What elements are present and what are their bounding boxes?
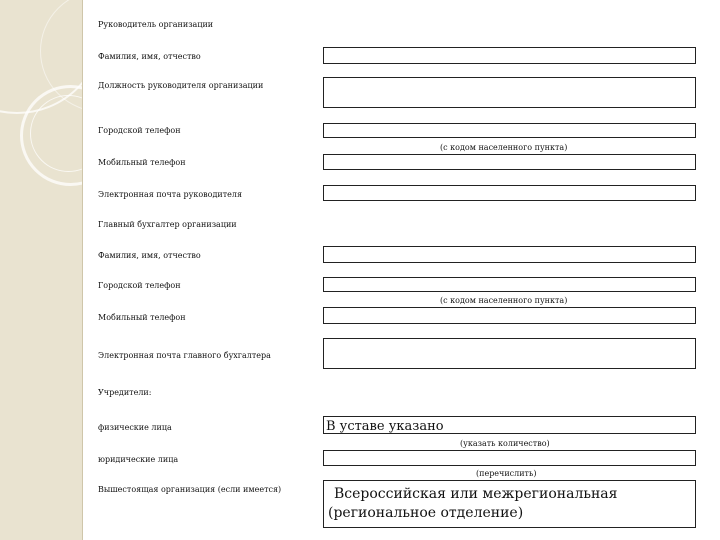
legal-label: юридические лица	[98, 455, 179, 464]
head-mobile-field[interactable]	[323, 154, 696, 170]
section-founders-title: Учредители:	[98, 388, 152, 397]
legal-field[interactable]	[323, 450, 696, 466]
physical-value: В уставе указано	[326, 419, 444, 434]
head-email-field[interactable]	[323, 185, 696, 201]
physical-label: физические лица	[98, 423, 172, 432]
head-position-label: Должность руководителя организации	[98, 81, 264, 90]
acc-name-field[interactable]	[323, 246, 696, 263]
parent-org-value: Всероссийская или межрегиональная (региональное отделение)	[328, 486, 618, 521]
parent-org-label: Вышестоящая организация (если имеется)	[98, 485, 282, 494]
acc-city-code-hint: (с кодом населенного пункта)	[440, 296, 568, 305]
head-mobile-label: Мобильный телефон	[98, 158, 186, 167]
section-head-title: Руководитель организации	[98, 20, 214, 29]
physical-field[interactable]	[323, 416, 696, 434]
head-name-label: Фамилия, имя, отчество	[98, 52, 201, 61]
list-hint: (перечислить)	[476, 469, 537, 478]
acc-name-label: Фамилия, имя, отчество	[98, 251, 201, 260]
head-city-phone-label: Городской телефон	[98, 126, 181, 135]
acc-city-phone-field[interactable]	[323, 277, 696, 292]
head-city-code-hint: (с кодом населенного пункта)	[440, 143, 568, 152]
head-name-field[interactable]	[323, 47, 696, 64]
decorative-sidebar	[0, 0, 83, 540]
head-email-label: Электронная почта руководителя	[98, 190, 243, 199]
head-position-field[interactable]	[323, 77, 696, 108]
acc-email-field[interactable]	[323, 338, 696, 369]
acc-email-label: Электронная почта главного бухгалтера	[98, 351, 271, 360]
head-city-phone-field[interactable]	[323, 123, 696, 138]
count-hint: (указать количество)	[460, 439, 550, 448]
parent-org-field[interactable]	[323, 480, 696, 528]
acc-city-phone-label: Городской телефон	[98, 281, 181, 290]
section-accountant-title: Главный бухгалтер организации	[98, 220, 237, 229]
acc-mobile-field[interactable]	[323, 307, 696, 324]
acc-mobile-label: Мобильный телефон	[98, 313, 186, 322]
